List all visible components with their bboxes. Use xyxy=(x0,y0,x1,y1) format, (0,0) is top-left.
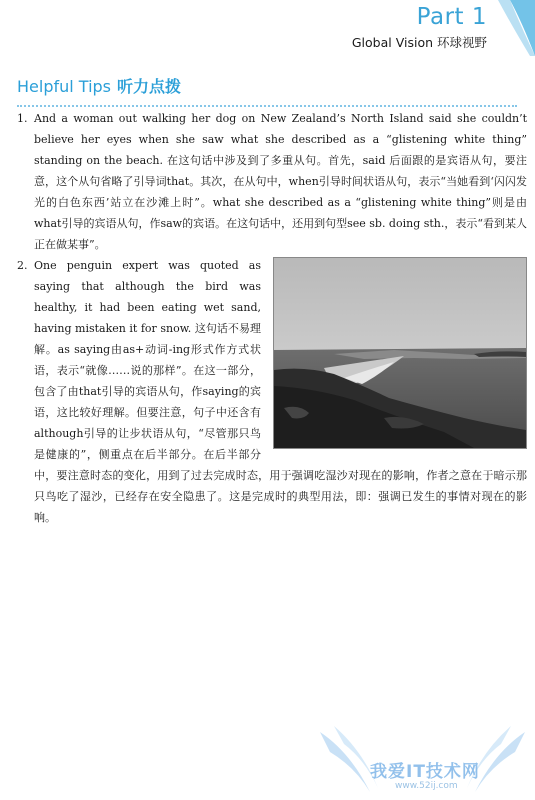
part-subtitle: Global Vision 环球视野 xyxy=(351,35,487,50)
tips-list xyxy=(17,108,527,528)
list-item xyxy=(17,255,527,528)
item-number: 1. xyxy=(17,112,28,125)
part-title: Part 1 xyxy=(416,4,487,30)
section-heading xyxy=(17,74,517,107)
watermark-url: www.52ij.com xyxy=(395,781,458,791)
list-item xyxy=(17,108,527,255)
heading-cn: 听力点拨 xyxy=(117,77,182,96)
item-text: One penguin expert was quoted as saying that although the bird was healthy, it had been eating wet sand, having mistaken it for snow. 这句话不易理解。as saying由as+动词-ing形式作方式状语，表示“就像……说的那样”。在这一部分，包含了由that引导的宾语从句，作saying的宾语，这比较好理解。但要注意，句子中还含有 although引导的让步状语从句，“尽管那只鸟是健康的”，侧重点在后半部分。在后半部分中，要注意时态的变化，用到了过去完成时态，用于强调吃湿沙对现在的影响，作者之意在于暗示那只鸟吃了湿沙，已经存在安全隐患了。这是完成时的典型用法，即：强调已发生的事情对现在的影响。 xyxy=(34,259,527,524)
heading-en: Helpful Tips xyxy=(17,77,111,96)
item-number: 2. xyxy=(17,259,28,272)
watermark-text: 我爱IT技术网 xyxy=(370,762,480,782)
beach-photo xyxy=(273,257,527,449)
item-text: And a woman out walking her dog on New Zealand’s North Island said she couldn’t believe her eyes when she saw what she described as a “glistening white thing” standing on the beach. 在这句话中涉及到了多重从句。首先，said 后面跟的是宾语从句，要注意，这个从句省略了引导词that。其次，在从句中，when引导时间状语从句，表示“当她看到‘闪闪发光的白色东西’站立在沙滩上时”。what she described as a “glistening white thing”则是由what引导的宾语从句，作saw的宾语。在这句话中，还用到句型see sb. doing sth.，表示“看到某人正在做某事”。 xyxy=(34,112,528,251)
